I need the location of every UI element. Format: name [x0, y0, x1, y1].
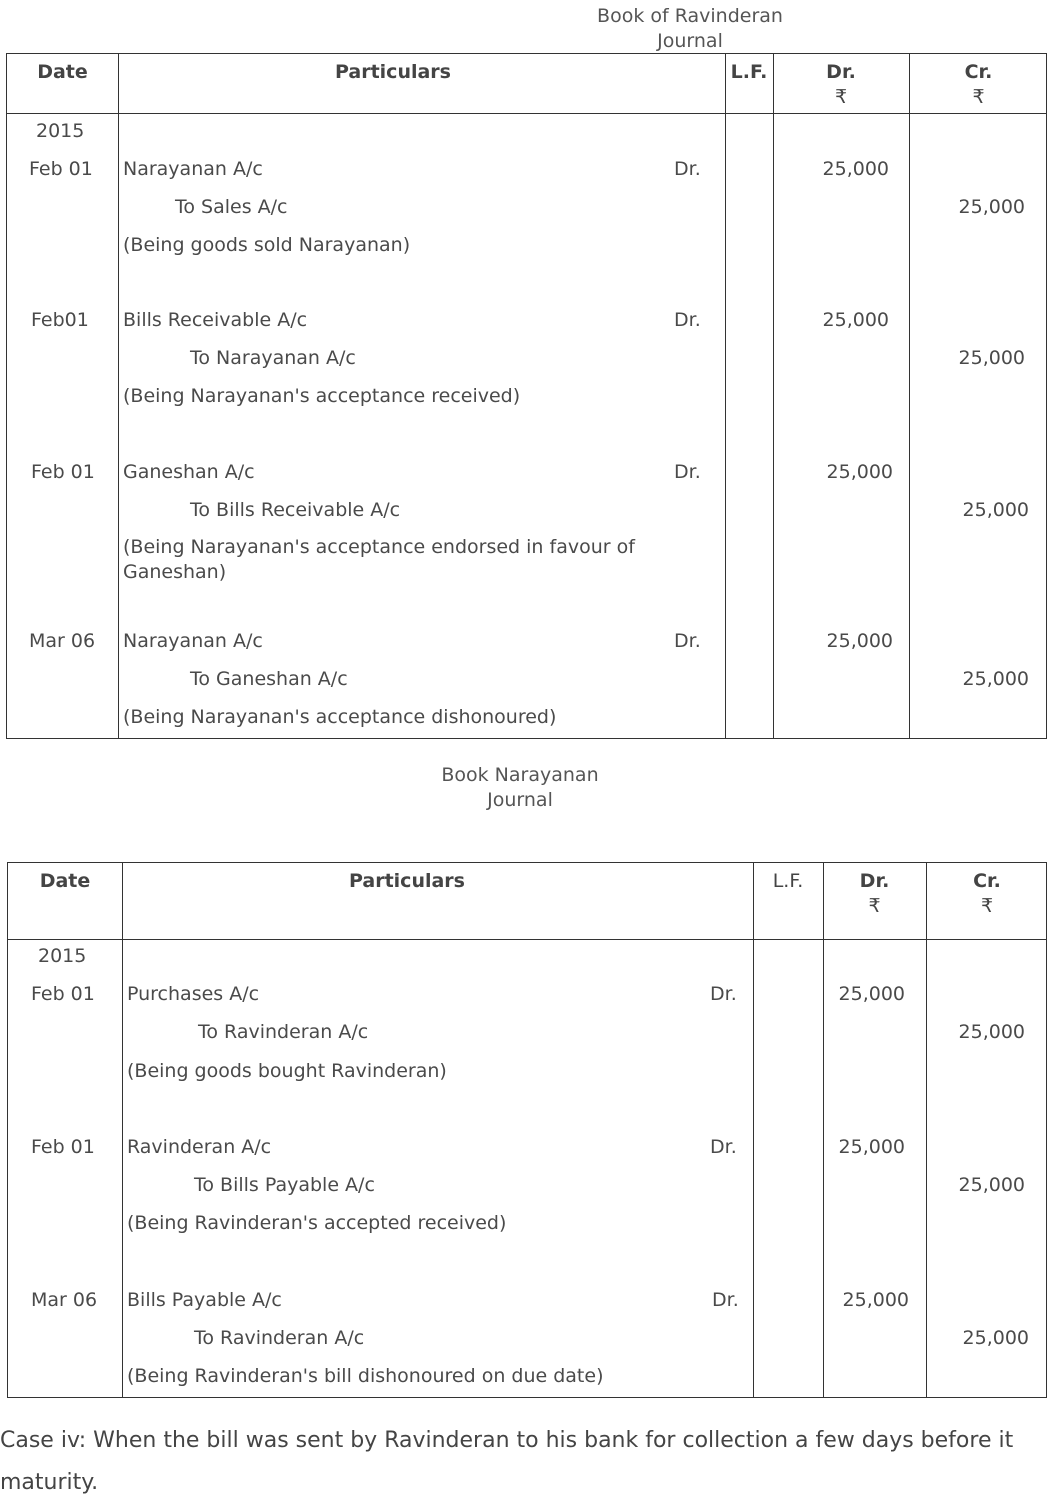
dr-amount: 25,000 [822, 309, 889, 331]
credit-account: To Bills Receivable A/c [190, 499, 401, 521]
credit-account: To Ganeshan A/c [190, 668, 348, 690]
journal1-journal-label: Journal [657, 30, 723, 52]
journal1-book-title: Book of Ravinderan [597, 5, 783, 27]
debit-account: Ganeshan A/c [123, 461, 255, 483]
header-particulars: Particulars [348, 870, 465, 892]
debit-account: Bills Payable A/c [127, 1289, 282, 1311]
debit-account: Purchases A/c [127, 983, 260, 1005]
entry-date: Feb01 [31, 309, 89, 331]
credit-account: To Bills Payable A/c [194, 1174, 375, 1196]
dr-mark: Dr. [674, 309, 701, 331]
journal1-title [560, 4, 820, 54]
header-cr: Cr. ₹ [973, 870, 1001, 917]
narration: (Being goods bought Ravinderan) [127, 1060, 447, 1082]
cr-amount: 25,000 [958, 1174, 1025, 1196]
narration: (Being Narayanan's acceptance received) [123, 385, 521, 407]
dr-mark: Dr. [710, 983, 737, 1005]
cr-amount: 25,000 [962, 668, 1029, 690]
dr-mark: Dr. [674, 630, 701, 652]
narration: (Being Narayanan's acceptance dishonoured) [123, 706, 557, 728]
narration: (Being Ravinderan's bill dishonoured on due date) [127, 1365, 604, 1387]
journal2-book-title: Book Narayanan [441, 764, 599, 786]
cr-amount: 25,000 [958, 1021, 1025, 1043]
entry-date: Feb 01 [29, 158, 93, 180]
year: 2015 [36, 120, 85, 142]
dr-mark: Dr. [710, 1136, 737, 1158]
header-date: Date [39, 870, 91, 892]
case-caption: Case iv: When the bill was sent by Ravinderan to his bank for collection a few days before it maturity. [0, 1428, 1014, 1495]
cr-amount: 25,000 [962, 1327, 1029, 1349]
year: 2015 [38, 945, 87, 967]
journal2-table [7, 862, 1047, 1398]
journal2-title [390, 763, 650, 813]
cr-amount: 25,000 [962, 499, 1029, 521]
entry-date: Mar 06 [29, 630, 96, 652]
debit-account: Bills Receivable A/c [123, 309, 308, 331]
header-dr: Dr. ₹ [859, 870, 890, 917]
credit-account: To Ravinderan A/c [194, 1327, 365, 1349]
debit-account: Narayanan A/c [123, 630, 263, 652]
debit-account: Ravinderan A/c [127, 1136, 272, 1158]
credit-account: To Narayanan A/c [190, 347, 356, 369]
journal2-journal-label: Journal [487, 789, 553, 811]
narration: (Being Narayanan's acceptance endorsed in favour of Ganeshan) [123, 536, 635, 583]
header-dr: Dr. ₹ [826, 61, 856, 108]
journal1-table [6, 53, 1047, 739]
dr-amount: 25,000 [838, 1136, 905, 1158]
entry-date: Feb 01 [31, 983, 95, 1005]
credit-account: To Ravinderan A/c [198, 1021, 369, 1043]
entry-date: Feb 01 [31, 461, 95, 483]
cr-amount: 25,000 [958, 347, 1025, 369]
entry-date: Feb 01 [31, 1136, 95, 1158]
debit-account: Narayanan A/c [123, 158, 263, 180]
header-lf: L.F. [730, 61, 768, 83]
dr-amount: 25,000 [822, 158, 889, 180]
narration: (Being goods sold Narayanan) [123, 234, 411, 256]
header-lf: L.F. [772, 870, 804, 892]
dr-amount: 25,000 [838, 983, 905, 1005]
dr-amount: 25,000 [826, 461, 893, 483]
dr-mark: Dr. [674, 158, 701, 180]
header-particulars: Particulars [334, 61, 451, 83]
header-cr: Cr. ₹ [964, 61, 993, 108]
entry-date: Mar 06 [31, 1289, 98, 1311]
dr-mark: Dr. [674, 461, 701, 483]
dr-mark: Dr. [712, 1289, 739, 1311]
dr-amount: 25,000 [842, 1289, 909, 1311]
credit-account: To Sales A/c [175, 196, 288, 218]
header-date: Date [37, 61, 88, 83]
narration: (Being Ravinderan's accepted received) [127, 1212, 507, 1234]
dr-amount: 25,000 [826, 630, 893, 652]
cr-amount: 25,000 [958, 196, 1025, 218]
